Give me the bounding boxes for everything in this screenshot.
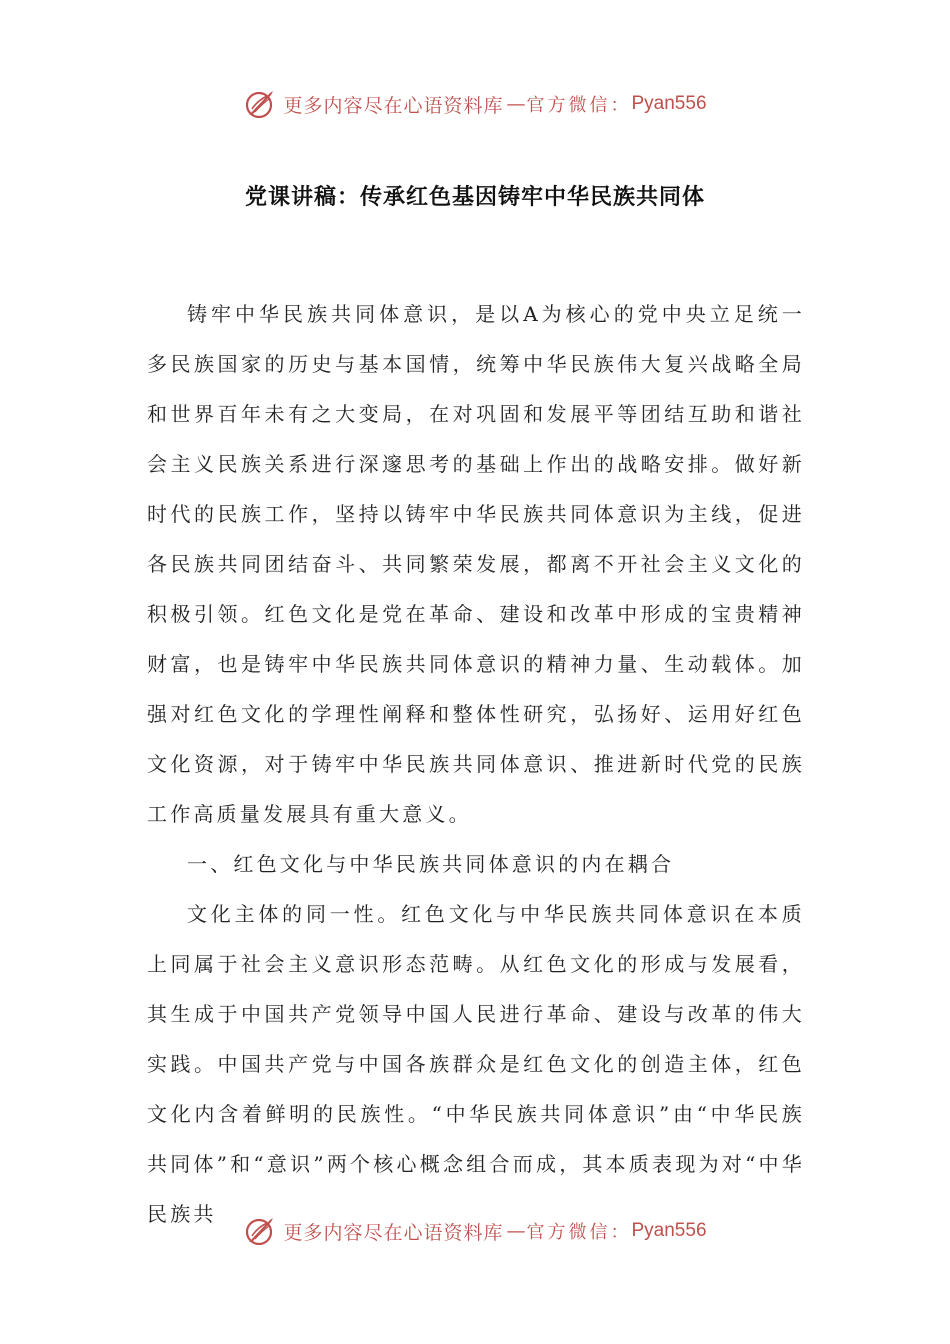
banner-wechat-label: 官方微信： xyxy=(526,1222,632,1243)
section-heading: 一、红色文化与中华民族共同体意识的内在耦合 xyxy=(187,852,675,876)
paragraph-intro: 铸牢中华民族共同体意识，是以A为核心的党中央立足统一多民族国家的历史与基本国情，统筹中华民族伟大复兴战略全局和世界百年未有之大变局，在对巩固和发展平等团结互助和谐社会主义民族关系进行深邃思考的基础上作出的战略安排。做好新时代的民族工作，坚持以铸牢中华民族共同体意识为主线，促进各民族共同团结奋斗、共同繁荣发展，都离不开社会主义文化的积极引领。红色文化是党在革命、建设和改革中形成的宝贵精神财富，也是铸牢中华民族共同体意识的精神力量、生动载体。加强对红色文化的学理性阐释和整体性研究，弘扬好、运用好红色文化资源，对于铸牢中华民族共同体意识、推进新时代党的民族工作高质量发展具有重大意义。 xyxy=(147,302,805,826)
banner-separator: — xyxy=(506,93,524,115)
banner-wechat-id: Pyan556 xyxy=(631,93,707,114)
banner-wechat-id: Pyan556 xyxy=(631,1220,707,1241)
quill-logo-icon xyxy=(243,87,277,121)
footer-banner xyxy=(0,1211,950,1251)
quill-logo-icon xyxy=(243,1214,277,1248)
document-title: 党课讲稿：传承红色基因铸牢中华民族共同体 xyxy=(244,185,705,210)
header-banner xyxy=(0,84,950,124)
banner-text: 更多内容尽在心语资料库 xyxy=(283,1221,504,1244)
banner-text: 更多内容尽在心语资料库 xyxy=(283,94,504,117)
document-body xyxy=(147,289,805,1239)
banner-wechat-label: 官方微信： xyxy=(526,95,632,116)
paragraph-cultural-subject: 文化主体的同一性。红色文化与中华民族共同体意识在本质上同属于社会主义意识形态范畴。从红色文化的形成与发展看，其生成于中国共产党领导中国人民进行革命、建设与改革的伟大实践。中国共产党与中国各族群众是红色文化的创造主体，红色文化内含着鲜明的民族性。“中华民族共同体意识”由“中华民族共同体”和“意识”两个核心概念组合而成，其本质表现为对“中华民族共 xyxy=(147,902,805,1226)
banner-separator: — xyxy=(506,1220,524,1242)
